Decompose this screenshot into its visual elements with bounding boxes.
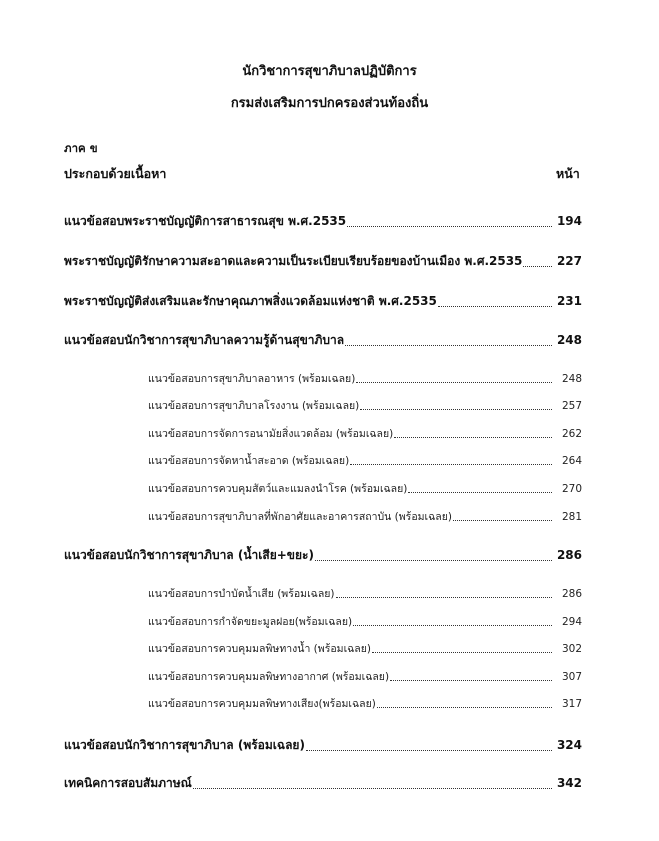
toc-entry-text: เทคนิคการสอบสัมภาษณ์ [64,776,192,790]
dot-leader [453,519,552,521]
toc-entry-page: 248 [561,373,582,385]
toc-entry-text: แนวข้อสอบการควบคุมสัตว์และแมลงนำโรค (พร้อมเฉลย) [148,483,408,495]
toc-entry-page: 194 [556,214,582,228]
toc-subentry[interactable] [148,425,582,442]
dot-leader [390,679,552,681]
toc-entry-page: 227 [556,254,582,268]
toc-entry-page: 257 [561,400,582,412]
dot-leader [372,651,552,653]
toc-entry-text: แนวข้อสอบนักวิชาการสุขาภิบาล (น้ำเสีย+ขยะ) [64,548,314,562]
dot-leader [353,624,552,626]
toc-entry[interactable] [64,212,582,231]
toc-entry-text: แนวข้อสอบการควบคุมมลพิษทางเสียง(พร้อมเฉลย) [148,698,376,710]
toc-entry[interactable] [64,546,582,565]
toc-entry-text: แนวข้อสอบการควบคุมมลพิษทางน้ำ (พร้อมเฉลย) [148,643,371,655]
toc-subentry[interactable] [148,585,582,602]
part-label: ภาค ข [64,141,98,155]
toc-subentry[interactable] [148,480,582,497]
toc-entry-text: แนวข้อสอบการสุขาภิบาลโรงงาน (พร้อมเฉลย) [148,400,360,412]
toc-entry-text: แนวข้อสอบนักวิชาการสุขาภิบาลความรู้ด้านสุขาภิบาล [64,333,345,347]
toc-entry-page: 294 [561,616,582,628]
toc-entry-text: พระราชบัญญัติรักษาความสะอาดและความเป็นระเบียบเรียบร้อยของบ้านเมือง พ.ศ.2535 [64,254,523,268]
dot-leader [315,559,552,561]
toc-entry-page: 286 [556,548,582,562]
dot-leader [523,265,552,267]
toc-entry-page: 286 [561,588,582,600]
toc-subentry[interactable] [148,640,582,657]
toc-entry-page: 302 [561,643,582,655]
toc-entry-text: แนวข้อสอบการกำจัดขยะมูลฝอย(พร้อมเฉลย) [148,616,353,628]
dot-leader [306,749,552,751]
toc-entry-text: แนวข้อสอบการจัดหาน้ำสะอาด (พร้อมเฉลย) [148,455,350,467]
toc-subentry[interactable] [148,452,582,469]
toc-entry-text: แนวข้อสอบการบำบัดน้ำเสีย (พร้อมเฉลย) [148,588,335,600]
document-title: นักวิชาการสุขาภิบาลปฏิบัติการ [242,64,417,79]
toc-entry-page: 317 [561,698,582,710]
toc-subentry[interactable] [148,370,582,387]
toc-entry-page: 281 [561,511,582,523]
toc-entry[interactable] [64,736,582,755]
toc-entry-page: 270 [561,483,582,495]
dot-leader [408,491,552,493]
toc-entry-page: 262 [561,428,582,440]
dot-leader [193,787,552,789]
toc-entry-page: 264 [561,455,582,467]
toc-entry-page: 307 [561,671,582,683]
toc-entry-page: 248 [556,333,582,347]
toc-entry-page: 342 [556,776,582,790]
dot-leader [347,225,552,227]
dot-leader [394,436,552,438]
toc-entry-page: 324 [556,738,582,752]
toc-entry-text: แนวข้อสอบการสุขาภิบาลที่พักอาศัยและอาคารสถาบัน (พร้อมเฉลย) [148,511,452,523]
toc-entry[interactable] [64,774,582,793]
dot-leader [377,706,552,708]
dot-leader [356,381,552,383]
toc-entry-text: แนวข้อสอบการจัดการอนามัยสิ่งแวดล้อม (พร้อมเฉลย) [148,428,394,440]
toc-entry-text: แนวข้อสอบการควบคุมมลพิษทางอากาศ (พร้อมเฉลย) [148,671,390,683]
toc-entry-text: แนวข้อสอบพระราชบัญญัติการสาธารณสุข พ.ศ.2535 [64,214,347,228]
toc-entry-text: พระราชบัญญัติส่งเสริมและรักษาคุณภาพสิ่งแวดล้อมแห่งชาติ พ.ศ.2535 [64,294,437,308]
toc-entry-text: แนวข้อสอบนักวิชาการสุขาภิบาล (พร้อมเฉลย) [64,738,305,752]
toc-subentry[interactable] [148,695,582,712]
dot-leader [438,305,552,307]
document-subtitle: กรมส่งเสริมการปกครองส่วนท้องถิ่น [230,96,429,111]
toc-subentry[interactable] [148,397,582,414]
toc-entry[interactable] [64,252,582,271]
toc-entry-text: แนวข้อสอบการสุขาภิบาลอาหาร (พร้อมเฉลย) [148,373,356,385]
toc-entry[interactable] [64,331,582,350]
toc-entry[interactable] [64,292,582,311]
toc-entry-page: 231 [556,294,582,308]
dot-leader [360,408,552,410]
toc-subentry[interactable] [148,613,582,630]
toc-subentry[interactable] [148,668,582,685]
dot-leader [350,463,552,465]
dot-leader [345,344,552,346]
dot-leader [336,596,552,598]
contents-label: ประกอบด้วยเนื้อหา [64,166,167,181]
page-column-header: หน้า [556,166,580,181]
toc-subentry[interactable] [148,508,582,525]
